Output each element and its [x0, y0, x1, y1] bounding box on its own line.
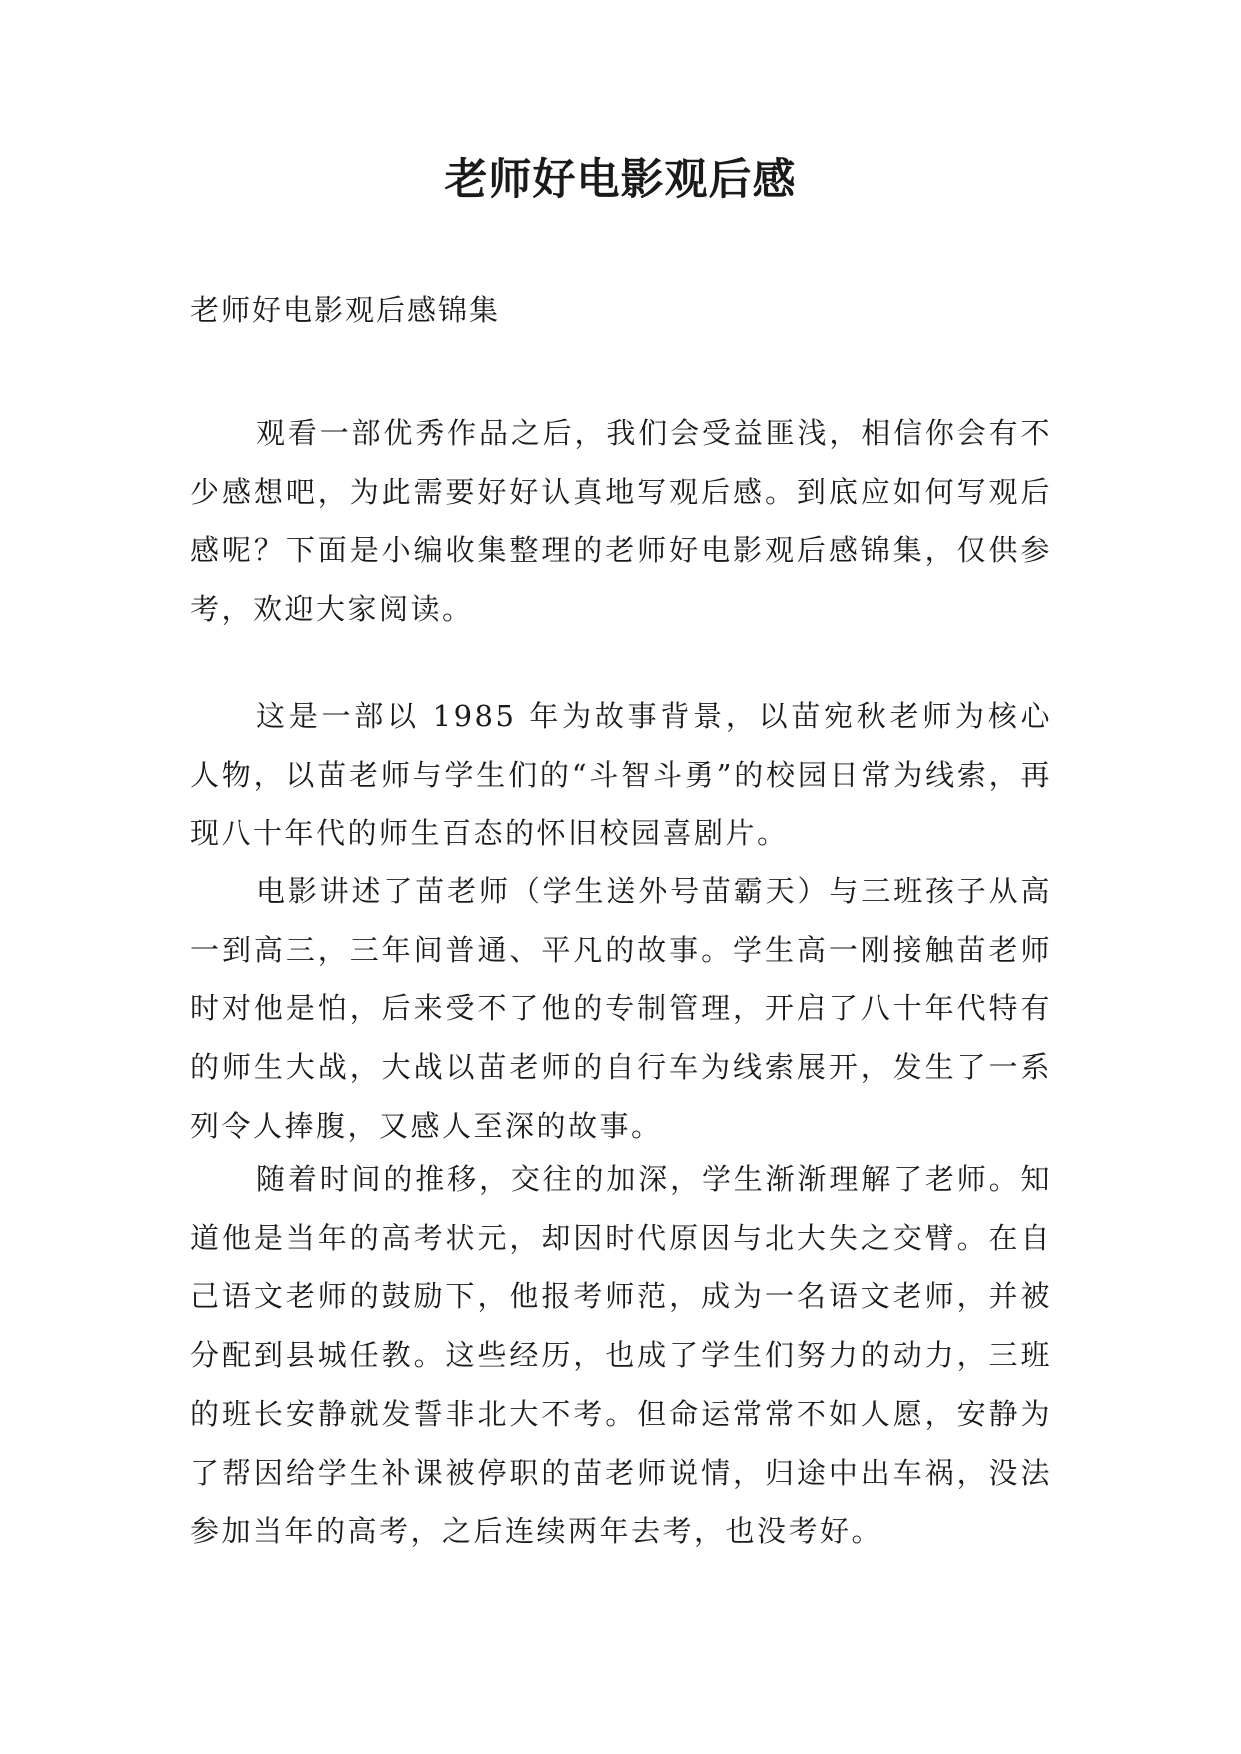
document-subtitle: 老师好电影观后感锦集 [190, 293, 501, 327]
paragraph-intro: 观看一部优秀作品之后，我们会受益匪浅，相信你会有不少感想吧，为此需要好好认真地写观后感。到底应如何写观后感呢？下面是小编收集整理的老师好电影观后感锦集，仅供参考，欢迎大家阅读。 [190, 416, 1052, 627]
paragraph-background: 这是一部以 1985 年为故事背景，以苗宛秋老师为核心人物，以苗老师与学生们的“斗智斗勇”的校园日常为线索，再现八十年代的师生百态的怀旧校园喜剧片。 [190, 699, 1052, 851]
document-title: 老师好电影观后感 [444, 155, 797, 205]
paragraph-development: 随着时间的推移，交往的加深，学生渐渐理解了老师。知道他是当年的高考状元，却因时代原因与北大失之交臂。在自己语文老师的鼓励下，他报考师范，成为一名语文老师，并被分配到县城任教。这些经历，也成了学生们努力的动力，三班的班长安静就发誓非北大不考。但命运常常不如人愿，安静为了帮因给学生补课被停职的苗老师说情，归途中出车祸，没法参加当年的高考，之后连续两年去考，也没考好。 [190, 1162, 1052, 1549]
paragraph-plot: 电影讲述了苗老师（学生送外号苗霸天）与三班孩子从高一到高三，三年间普通、平凡的故事。学生高一刚接触苗老师时对他是怕，后来受不了他的专制管理，开启了八十年代特有的师生大战，大战以苗老师的自行车为线索展开，发生了一系列令人捧腹，又感人至深的故事。 [190, 874, 1052, 1143]
